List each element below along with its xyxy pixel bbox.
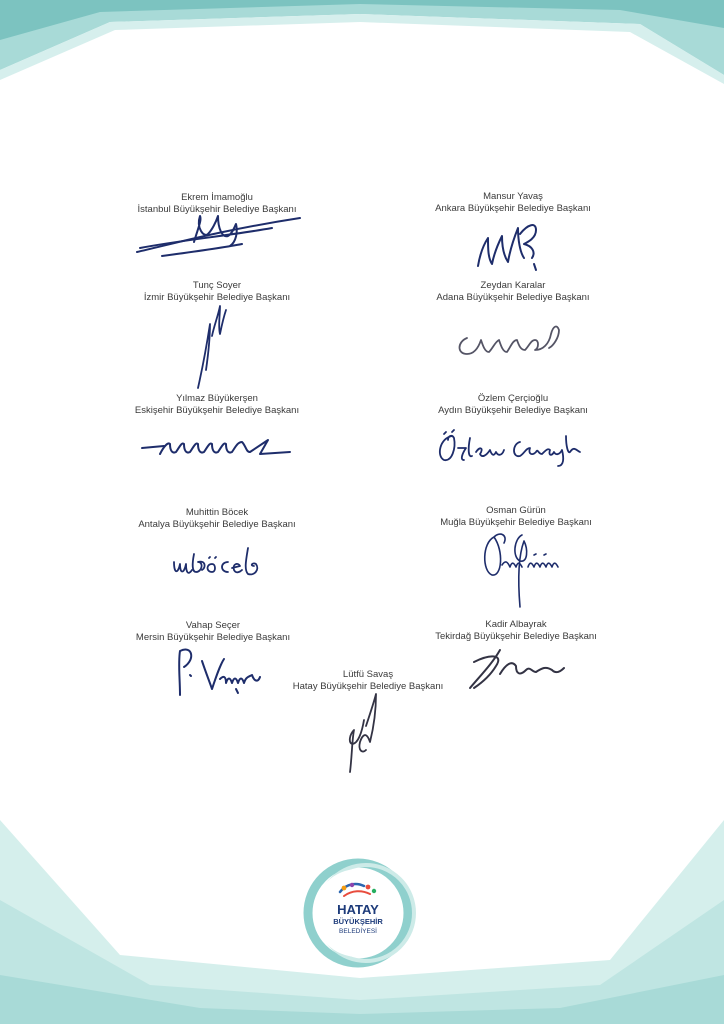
signature-karalar <box>453 318 565 360</box>
signatory-title: İstanbul Büyükşehir Belediye Başkanı <box>137 204 297 215</box>
signatory-name: Zeydan Karalar <box>480 280 546 291</box>
logo-text-line3: BELEDİYESİ <box>339 928 377 935</box>
signatory-title: Tekirdağ Büyükşehir Belediye Başkanı <box>435 631 597 642</box>
signatory-adana <box>403 280 623 304</box>
signatory-name: Tunç Soyer <box>192 280 242 291</box>
signature-yavas <box>470 214 550 274</box>
signatory-name: Osman Gürün <box>486 505 546 516</box>
signatory-title: Mersin Büyükşehir Belediye Başkanı <box>135 632 291 643</box>
signature-imamoglu <box>132 208 302 260</box>
signatory-title: İzmir Büyükşehir Belediye Başkanı <box>143 292 291 303</box>
logo-text-line1: HATAY <box>337 902 379 917</box>
signatory-name: Ekrem İmamoğlu <box>181 192 253 203</box>
signature-buyukersen <box>138 436 294 460</box>
signatory-name: Mansur Yavaş <box>483 191 543 202</box>
signatory-name: Lütfü Savaş <box>342 669 394 680</box>
signatory-title: Antalya Büyükşehir Belediye Başkanı <box>138 519 296 530</box>
signatory-title: Ankara Büyükşehir Belediye Başkanı <box>435 203 591 214</box>
signatory-name: Özlem Çerçioğlu <box>477 393 549 404</box>
signatory-name: Vahap Seçer <box>185 620 241 631</box>
signatory-title: Muğla Büyükşehir Belediye Başkanı <box>440 517 592 528</box>
signatory-mersin <box>103 620 323 644</box>
signature-savas <box>340 690 386 776</box>
signature-gurun <box>480 527 562 611</box>
signatory-name: Muhittin Böcek <box>185 507 249 518</box>
signature-soyer <box>192 300 232 392</box>
signatory-eskisehir <box>107 393 327 417</box>
signatory-aydin <box>403 393 623 417</box>
signature-secer <box>172 643 264 699</box>
signatory-title: Adana Büyükşehir Belediye Başkanı <box>436 292 590 303</box>
signatory-name: Yılmaz Büyükerşen <box>176 393 258 404</box>
logo-text-line2: BÜYÜKŞEHİR <box>333 917 383 926</box>
signature-cercioglu <box>434 428 586 468</box>
signatory-mugla <box>406 505 626 529</box>
signature-bocek <box>170 540 262 582</box>
signatory-ankara <box>403 191 623 215</box>
signatory-antalya <box>107 507 327 531</box>
hatay-municipality-logo <box>300 858 424 968</box>
signatory-title: Aydın Büyükşehir Belediye Başkanı <box>438 405 588 416</box>
signatory-name: Kadir Albayrak <box>485 619 547 630</box>
signature-albayrak <box>460 636 568 694</box>
signatory-title: Eskişehir Büyükşehir Belediye Başkanı <box>134 405 300 416</box>
signatory-title: Hatay Büyükşehir Belediye Başkanı <box>292 681 444 692</box>
